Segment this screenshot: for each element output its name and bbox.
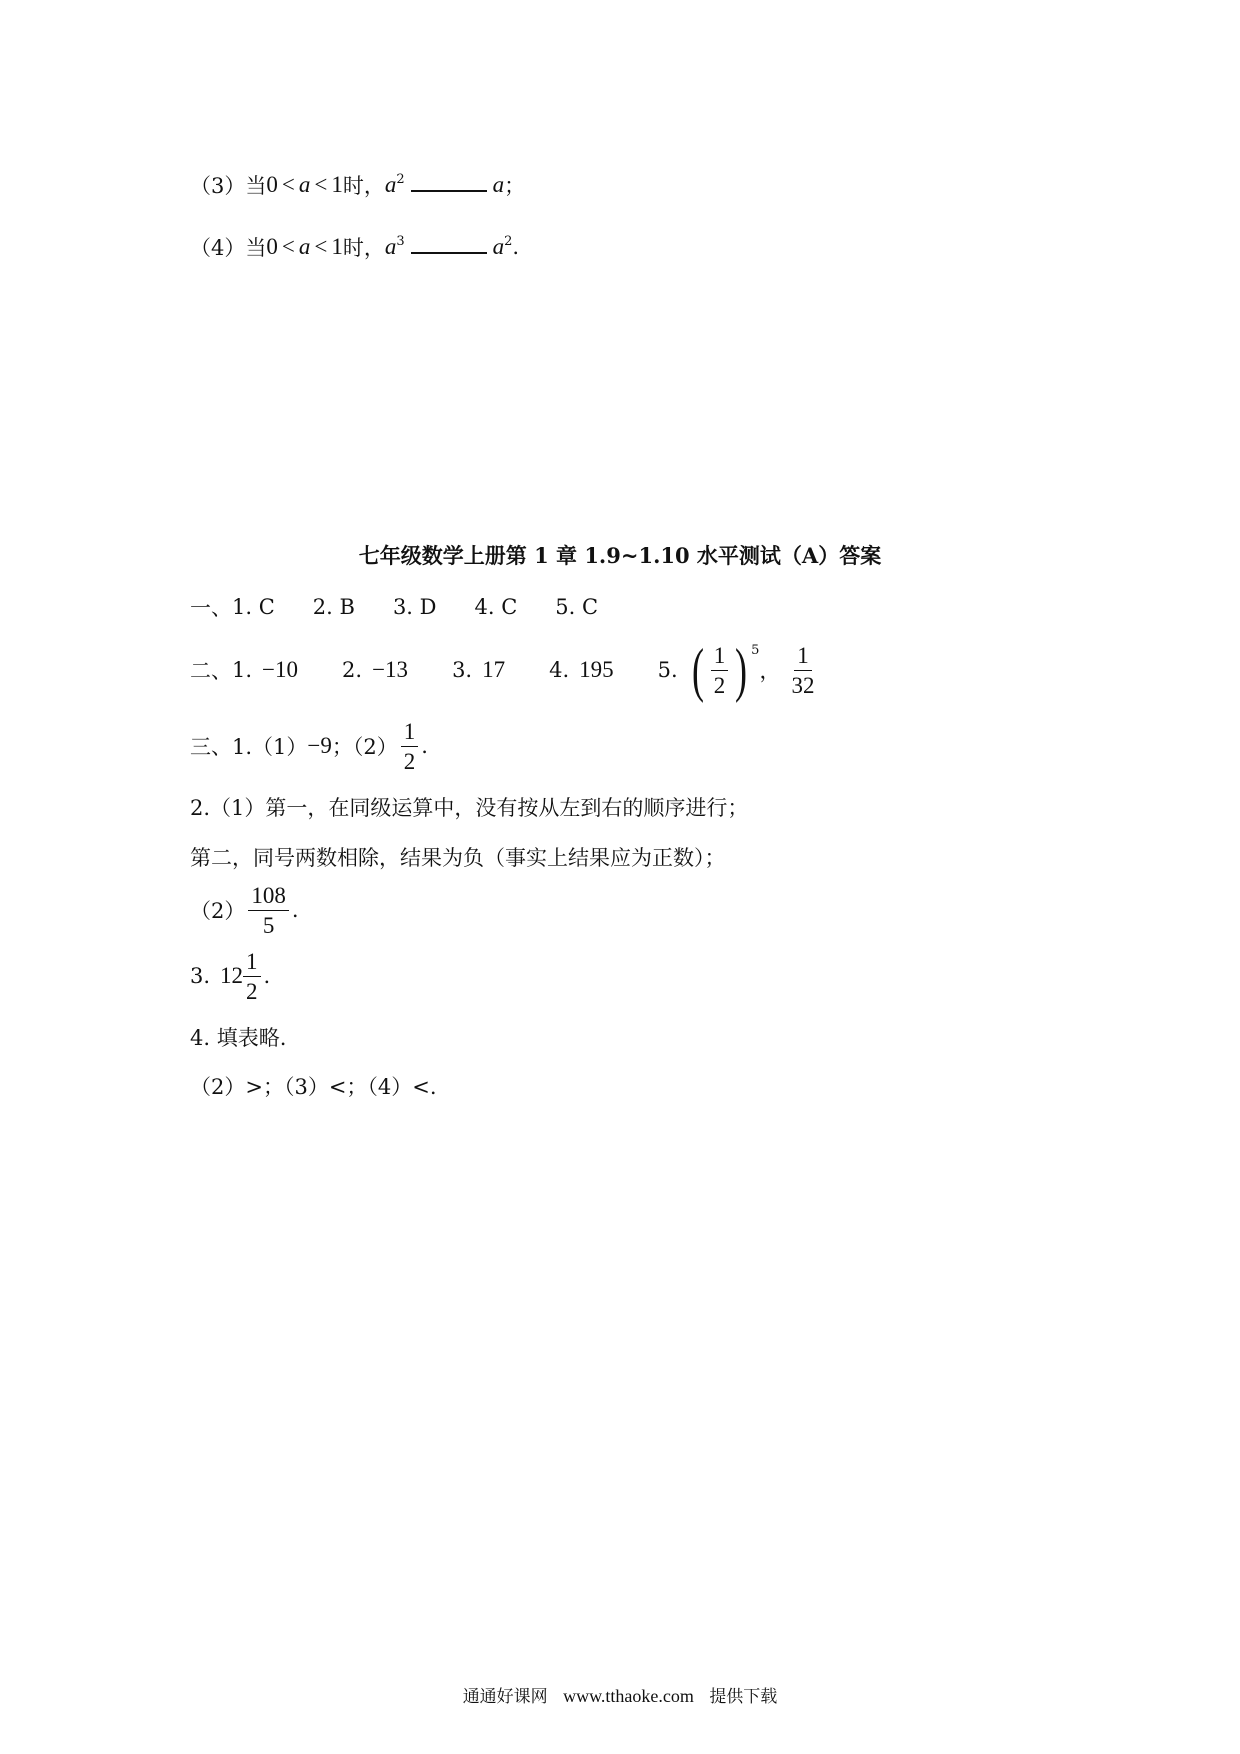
fraction-denominator: 2 (246, 978, 258, 1004)
section3-value: −9 (307, 733, 332, 758)
fraction-denominator: 2 (713, 672, 726, 698)
answer-2-2: 第二，同号两数相除，结果为负（事实上结果应为正数）； (190, 846, 726, 870)
item4-var: a (298, 234, 311, 259)
item4-rhs-base: a (492, 234, 505, 259)
section1-item: 4. C (474, 595, 518, 619)
answer-2-3-end: . (291, 898, 299, 922)
answers-title: 七年级数学上册第 1 章 1.9~1.10 水平测试（A）答案 (358, 543, 882, 568)
item3-lt2: < (314, 172, 328, 197)
answer-4-sub: （2）>；（3）<；（4）<. (190, 1075, 437, 1099)
item4-cond-a: 0 (266, 234, 278, 259)
item3-lhs-exp: 2 (396, 171, 405, 187)
fraction (243, 950, 261, 1003)
section3-prefix: 三、1.（1） (190, 735, 308, 759)
footer-url: www.tthaoke.com (563, 1686, 694, 1706)
section2-label: 5. (657, 658, 678, 682)
item4-tail: 时， (342, 236, 385, 260)
fraction (711, 644, 729, 697)
section1-item: 2. B (312, 595, 355, 619)
item4-lt2: < (314, 234, 328, 259)
footer-suffix: 提供下载 (709, 1687, 778, 1707)
item3-var: a (298, 172, 311, 197)
section2-label: 4. (549, 658, 570, 682)
answer-blank (411, 252, 487, 254)
fraction-numerator: 1 (711, 644, 729, 671)
section3-mid: ；（2） (331, 735, 398, 759)
answers-section-2 (190, 637, 820, 703)
question-item-4 (190, 232, 519, 262)
item4-label: （4）当 (190, 236, 267, 260)
answer-2-3 (190, 882, 299, 938)
power-exponent: 5 (751, 642, 760, 658)
page-footer (0, 1682, 1240, 1707)
section1-item: 1. C (232, 595, 275, 619)
answer-3 (190, 948, 270, 1004)
item3-lhs-base: a (384, 172, 397, 197)
fraction-denominator: 32 (791, 672, 815, 698)
item3-cond-a: 0 (266, 172, 278, 197)
item3-rhs: a (492, 172, 505, 197)
section2-value: −10 (262, 657, 299, 682)
answers-section-3 (190, 718, 428, 774)
item4-lhs-base: a (384, 234, 397, 259)
section2-prefix: 二、 (190, 659, 232, 683)
fraction (248, 884, 289, 937)
answer-3-prefix: 3. (190, 964, 211, 988)
item4-end: . (512, 235, 520, 259)
item4-lt1: < (281, 234, 295, 259)
section1-item: 5. C (555, 595, 599, 619)
fraction-denominator: 2 (403, 748, 416, 774)
answer-2-1: 2.（1）第一，在同级运算中，没有按从左到右的顺序进行； (190, 796, 749, 820)
item3-label: （3）当 (190, 174, 267, 198)
section1-item: 3. D (392, 595, 437, 619)
fraction (788, 644, 817, 697)
answer-4: 4. 填表略. (190, 1026, 287, 1050)
section2-separator: ， (759, 659, 781, 683)
fraction-numerator: 1 (794, 644, 812, 671)
mixed-number-whole: 12 (220, 963, 244, 988)
item4-lhs-exp: 3 (396, 233, 405, 249)
fraction-numerator: 108 (248, 884, 289, 911)
section2-label: 3. (452, 658, 473, 682)
answer-2-3-prefix: （2） (190, 899, 246, 923)
item4-cond-b: 1 (331, 234, 343, 259)
item3-lt1: < (281, 172, 295, 197)
item4-rhs-exp: 2 (504, 233, 513, 249)
answers-section-1 (190, 592, 598, 622)
item3-end: ； (504, 174, 526, 198)
fraction-denominator: 5 (262, 912, 275, 938)
left-paren: ( (691, 637, 704, 703)
right-paren: ) (735, 637, 748, 703)
section2-label: 1. (232, 658, 253, 682)
answer-3-end: . (263, 964, 271, 988)
question-item-3 (190, 170, 525, 200)
section2-value: 17 (482, 657, 506, 682)
fraction (401, 720, 419, 773)
section1-prefix: 一、 (190, 596, 232, 620)
fraction-numerator: 1 (243, 950, 261, 977)
item3-cond-b: 1 (331, 172, 343, 197)
section3-end: . (421, 734, 428, 758)
section2-label: 2. (342, 658, 363, 682)
footer-site: 通通好课网 (462, 1687, 548, 1707)
power-expression (688, 637, 760, 703)
answer-blank (411, 190, 487, 192)
section2-value: 195 (579, 657, 614, 682)
item3-tail: 时， (342, 174, 385, 198)
section2-value: −13 (372, 657, 409, 682)
fraction-numerator: 1 (401, 720, 419, 747)
